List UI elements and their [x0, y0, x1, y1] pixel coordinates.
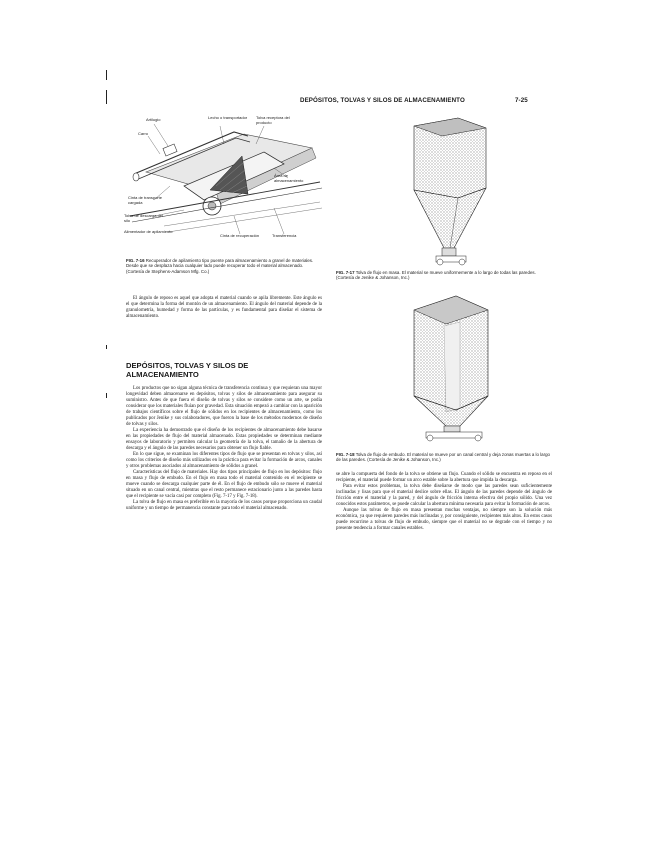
label-tripper: Artilugio	[146, 117, 161, 122]
right-column-body	[336, 472, 552, 532]
funnel-flow-hopper-drawing	[396, 296, 512, 446]
caption-label: FIG. 7-16	[126, 258, 145, 263]
figure-7-16-caption	[126, 258, 322, 274]
intro-paragraph	[126, 296, 322, 320]
label-stockpile: Área de almacenamiento	[274, 173, 304, 183]
running-header	[300, 97, 550, 104]
paragraph: El ángulo de reposo es aquel que adopta el material cuando se apila libremente. Este ángulo es el que determina la forma del montón de un almacenamiento. El ángulo del material depende de la granulometría, humedad y forma de las partículas, y es fundamental para diseñar el sistema de almacenamiento.	[126, 296, 322, 319]
paragraph: Aunque las tolvas de flujo en masa presentan muchas ventajas, no siempre son la solución más económica, ya que requieren paredes más inclinadas y, por consiguiente, recipientes más altos. En estos casos puede recurrirse a tolvas de flujo de embudo, siempre que el material no se degrade con el tiempo y no presente tendencia a formar canales estables.	[336, 508, 552, 531]
label-loading-hopper: Tolva receptora del producto	[256, 115, 290, 125]
running-title: DEPÓSITOS, TOLVAS Y SILOS DE ALMACENAMIENTO	[300, 97, 465, 104]
paragraph: La tolva de flujo en masa es preferible en la mayoría de los casos porque proporciona un caudal uniforme y un tiempo de permanencia constante para todo el material almacenado.	[126, 500, 322, 511]
label-hopper-discharge: Tolva de descarga del silo	[124, 213, 163, 223]
page-edge-mark	[106, 393, 107, 398]
caption-label: FIG. 7-17	[336, 270, 355, 275]
caption-text: Tolva de flujo de embudo. El material se mueve por un canal central y deja zonas muertas a lo largo de las paredes. (Cortesía de Jenike & Johanson, Inc.)	[336, 452, 550, 463]
left-column-body	[126, 386, 322, 512]
paragraph: La experiencia ha demostrado que el diseño de los recipientes de almacenamiento debe basarse en las propiedades de flujo del material almacenado. Estas propiedades se determinan mediante ensayos de laboratorio y permiten calcular la geometría de la tolva, el tamaño de la abertura de descarga y el ángulo de las paredes necesarios para obtener un flujo fiable.	[126, 428, 322, 451]
page-edge-mark	[106, 90, 107, 104]
paragraph: Características del flujo de materiales. Hay dos tipos principales de flujo en los depósitos: flujo en masa y flujo de embudo. En el flujo en masa todo el material contenido en el recipiente se mueve cuando se descarga cualquier parte de él. En el flujo de embudo sólo se mueve el material situado en un canal central, mientras que el resto permanece estacionario junto a las paredes hasta que el recipiente se vacía casi por completo (Fig. 7-17 y Fig. 7-18).	[126, 470, 322, 499]
paragraph: Los productos que no sigan alguna técnica de transferencia continua y que requieran una mayor longevidad deben almacenarse en depósitos, tolvas y silos de almacenamiento para asegurar su suministro. Antes de que fuera el diseño de tolvas y silos se considere como un arte, se podía considerar que los materiales fluían por gravedad. Esta situación empezó a cambiar con la aparición de trabajos científicos sobre el flujo de sólidos en los recipientes de almacenamiento, como los publicados por Jenike y sus colaboradores, que fueron la base de los métodos modernos de diseño de tolvas y silos.	[126, 386, 322, 427]
caption-text: Tolva de flujo en masa. El material se mueve uniformemente a lo largo de todas las paredes. (Cortesía de Jenike & Johanson, Inc.)	[336, 270, 536, 281]
figure-7-17-caption	[336, 270, 552, 281]
section-title: DEPÓSITOS, TOLVAS Y SILOS DE ALMACENAMIENTO	[126, 361, 249, 379]
label-inclined-belt: Cinta de transporte cargada	[128, 195, 163, 205]
label-stacker-base: Alimentador de apilamiento	[124, 229, 173, 234]
caption-text: Recuperador de apilamiento tipo puente para almacenamiento a granel de materiales. Desde que se desplaza hacia cualquier lado puede recuperar todo el material almacenado. (Cortesía de Stephens-Adamson Mfg. Co.)	[126, 258, 314, 274]
page-edge-mark	[106, 345, 107, 349]
label-transfer: Transferencia	[272, 233, 297, 238]
page-number: 7-25	[515, 97, 528, 104]
label-reclaim-belt: Cinta de recuperación	[220, 233, 260, 238]
paragraph: Para evitar estos problemas, la tolva debe diseñarse de modo que las paredes sean suficientemente inclinadas y lisas para que el material deslice sobre ellas. El ángulo de las paredes depende del ángulo de fricción entre el material y la pared, y del ángulo de fricción interna efectiva del propio sólido. Una vez conocidos estos parámetros, se puede calcular la abertura mínima necesaria para evitar la formación de arcos.	[336, 484, 552, 507]
mass-flow-hopper-drawing	[392, 118, 512, 268]
figure-7-18	[396, 296, 512, 446]
page-edge-mark	[106, 70, 107, 80]
caption-label: FIG. 7-18	[336, 452, 355, 457]
label-belt-conveyor: Lecho o transportador	[208, 115, 248, 120]
figure-7-17	[392, 118, 512, 268]
figure-7-16	[124, 112, 324, 252]
figure-7-18-caption	[336, 452, 552, 463]
paragraph: En lo que sigue, se examinan los diferentes tipos de flujo que se presentan en tolvas y silos, así como los criterios de diseño más utilizados en la práctica para evitar la formación de arcos, canales y otros problemas asociados al almacenamiento de sólidos a granel.	[126, 452, 322, 469]
paragraph: se abre la compuerta del fondo de la tolva se obtiene un flujo. Cuando el sólido se encuentra en reposo en el recipiente, el material puede formar un arco estable sobre la abertura que impida la descarga.	[336, 472, 552, 483]
label-carriage: Carro	[138, 131, 149, 136]
